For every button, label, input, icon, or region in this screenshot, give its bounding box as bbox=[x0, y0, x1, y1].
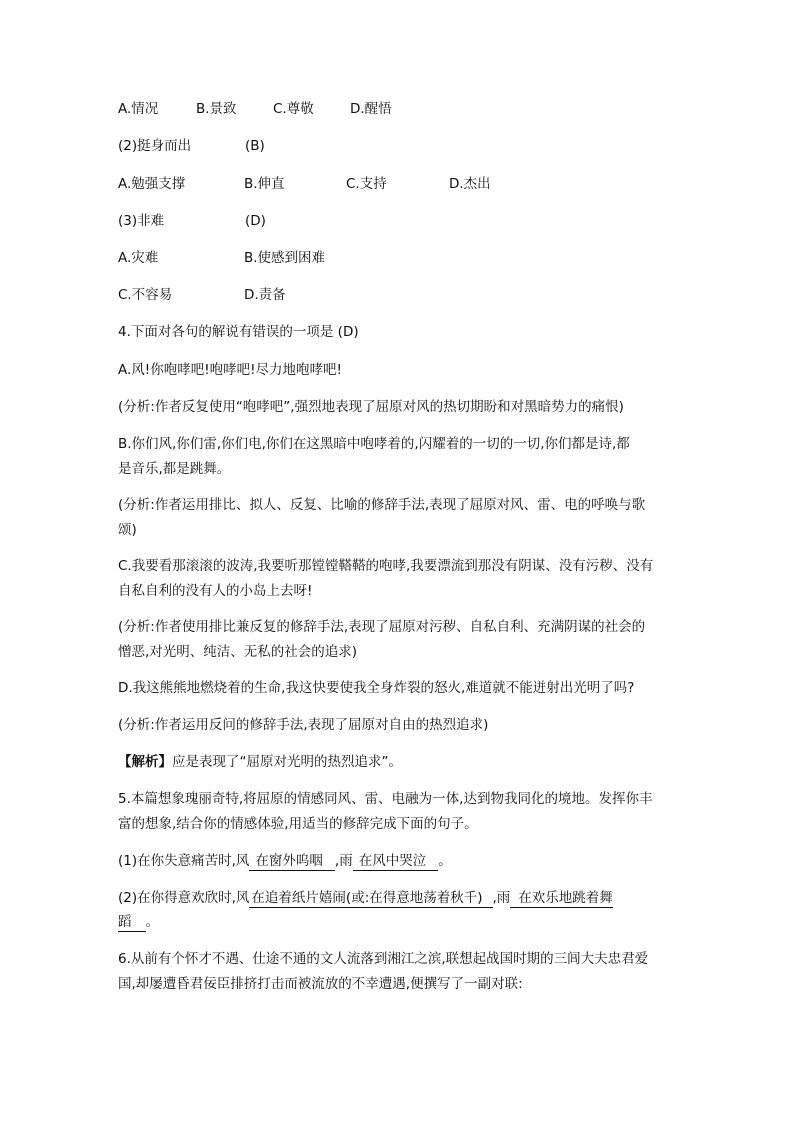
q5-sentence-1 bbox=[118, 852, 452, 871]
q4-analysis-b-line1: (分析:作者运用排比、拟人、反复、比喻的修辞手法,表现了屈原对风、雷、电的呼唤与歌 bbox=[118, 497, 646, 513]
q4-option-b-line2: 是音乐,都是跳舞。 bbox=[118, 461, 231, 477]
option-a: A.灾难 bbox=[118, 250, 159, 266]
option-d: D.醒悟 bbox=[350, 101, 392, 117]
q5-sentence-2-line2 bbox=[118, 913, 159, 932]
option-d: D.杰出 bbox=[449, 176, 491, 192]
option-b: B.使感到困难 bbox=[244, 250, 326, 266]
q4-option-c-line1: C.我要看那滚滚的波涛,我要听那镗镗鞳鞳的咆哮,我要漂流到那没有阴谋、没有污秽、没有 bbox=[118, 558, 654, 574]
q4-option-c-line2: 自私自利的没有人的小岛上去呀! bbox=[118, 583, 313, 599]
answer-blank: 在风中哭泣 bbox=[353, 853, 439, 871]
q3-item3-answer: (D) bbox=[245, 213, 266, 229]
q4-option-b-line1: B.你们风,你们雷,你们电,你们在这黑暗中咆哮着的,闪耀着的一切的一切,你们都是诗,都 bbox=[118, 436, 630, 452]
q4-option-a: A.风!你咆哮吧!咆哮吧!尽力地咆哮吧! bbox=[118, 362, 342, 378]
explanation-text: 应是表现了“屈原对光明的热烈追求”。 bbox=[172, 754, 402, 770]
q5-stem-line2: 富的想象,结合你的情感体验,用适当的修辞完成下面的句子。 bbox=[118, 816, 478, 832]
q6-stem-line1: 6.从前有个怀才不遇、仕途不通的文人流落到湘江之滨,联想起战国时期的三闾大夫忠君爱 bbox=[118, 951, 649, 967]
answer-blank: 蹈 bbox=[118, 914, 146, 932]
q4-analysis-c-line1: (分析:作者使用排比兼反复的修辞手法,表现了屈原对污秽、自私自利、充满阴谋的社会的 bbox=[118, 619, 646, 635]
q4-analysis-a: (分析:作者反复使用“咆哮吧”,强烈地表现了屈原对风的热切期盼和对黑暗势力的痛恨) bbox=[118, 399, 624, 415]
option-a: A.勉强支撑 bbox=[118, 176, 186, 192]
option-c: C.支持 bbox=[346, 176, 387, 192]
q4-stem: 4.下面对各句的解说有错误的一项是 (D) bbox=[118, 324, 359, 340]
answer-blank: 在欢乐地跳着舞 bbox=[510, 890, 613, 908]
q4-analysis-b-line2: 颂) bbox=[118, 522, 137, 538]
q4-analysis-d: (分析:作者运用反问的修辞手法,表现了屈原对自由的热烈追求) bbox=[118, 717, 489, 733]
q5-sentence-2-line1 bbox=[118, 889, 613, 908]
sentence-mid: ,雨 bbox=[492, 890, 511, 906]
sentence-mid: ,雨 bbox=[334, 853, 353, 869]
option-b: B.伸直 bbox=[244, 176, 285, 192]
q6-stem-line2: 国,却屡遭昏君佞臣排挤打击而被流放的不幸遭遇,便撰写了一副对联: bbox=[118, 976, 523, 992]
q5-stem-line1: 5.本篇想象瑰丽奇特,将屈原的情感同风、雷、电融为一体,达到物我同化的境地。发挥你丰 bbox=[118, 791, 653, 807]
q4-option-d: D.我这熊熊地燃烧着的生命,我这快要使我全身炸裂的怒火,难道就不能迸射出光明了吗? bbox=[118, 680, 635, 696]
explanation-tag: 【解析】 bbox=[118, 754, 172, 770]
sentence-prefix: (2)在你得意欢欣时,风 bbox=[118, 890, 250, 906]
sentence-end: 。 bbox=[145, 914, 159, 930]
option-a: A.情况 bbox=[118, 101, 159, 117]
option-d: D.责备 bbox=[244, 287, 286, 303]
answer-blank: 在追着纸片嬉闹(或:在得意地荡着秋千) bbox=[249, 890, 492, 908]
option-c: C.尊敬 bbox=[273, 101, 314, 117]
option-b: B.景致 bbox=[196, 101, 237, 117]
sentence-prefix: (1)在你失意痛苦时,风 bbox=[118, 853, 250, 869]
sentence-end: 。 bbox=[438, 853, 452, 869]
q3-item2-answer: (B) bbox=[245, 138, 265, 154]
answer-blank: 在窗外呜咽 bbox=[249, 853, 335, 871]
option-c: C.不容易 bbox=[118, 287, 173, 303]
q4-explanation bbox=[118, 753, 402, 771]
q4-analysis-c-line2: 憎恶,对光明、纯洁、无私的社会的追求) bbox=[118, 644, 358, 660]
q3-item3-word: (3)非难 bbox=[118, 213, 165, 229]
q3-item2-word: (2)挺身而出 bbox=[118, 138, 192, 154]
